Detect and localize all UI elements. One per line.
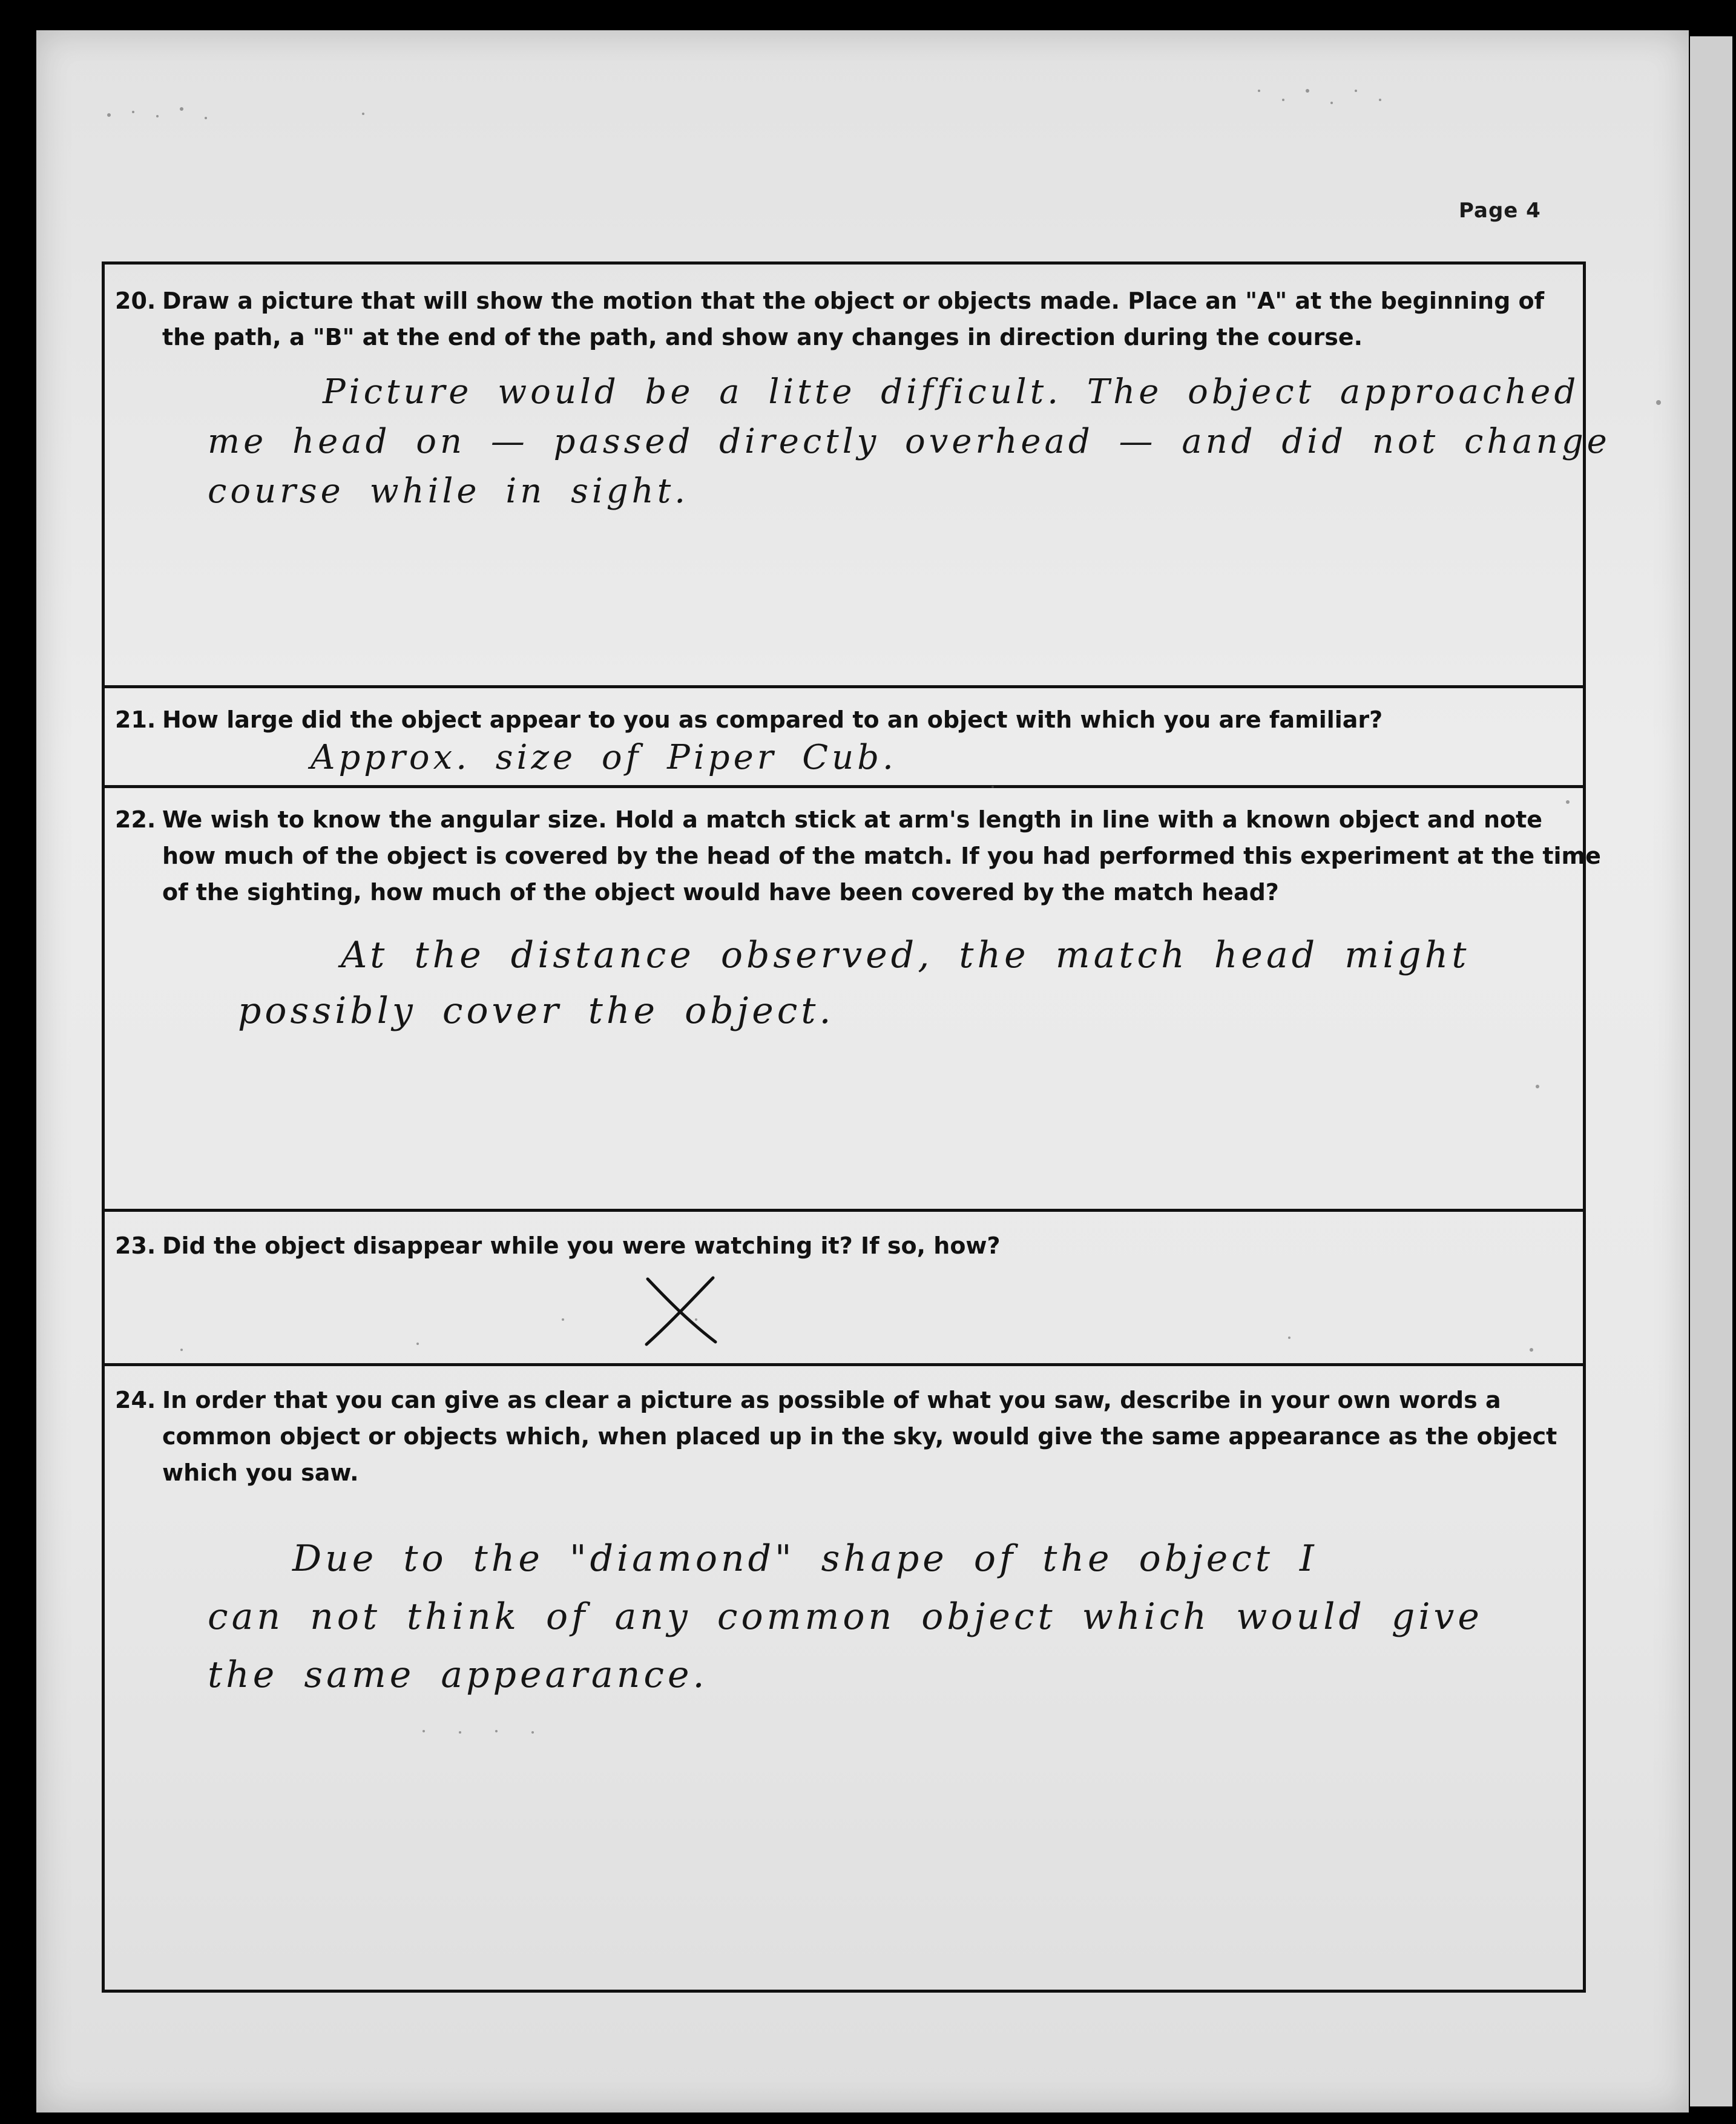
question-22-text xyxy=(115,801,1601,910)
answer-line: the same appearance. xyxy=(208,1654,708,1696)
question-number: 24. xyxy=(115,1387,156,1413)
question-line: how much of the object is covered by the head of the match. If you had performed this experiment at the time xyxy=(162,843,1601,869)
question-23-text xyxy=(115,1228,1540,1264)
question-23-section xyxy=(105,1212,1583,1366)
question-20-section xyxy=(105,265,1611,688)
question-22-section xyxy=(105,788,1601,1212)
answer-line: course while in sight. xyxy=(208,472,689,511)
question-line: common object or objects which, when placed up in the sky, would give the same appearance as the object xyxy=(162,1423,1557,1450)
answer-line: Approx. size of Piper Cub. xyxy=(311,738,897,777)
question-line: the path, a "B" at the end of the path, and show any changes in direction during the course. xyxy=(162,324,1363,350)
answer-20 xyxy=(208,367,1611,516)
question-21-section xyxy=(105,688,1583,788)
question-20-text xyxy=(115,283,1545,355)
paper-edge xyxy=(1690,36,1732,2106)
answer-line: possibly cover the object. xyxy=(238,990,835,1032)
question-number: 20. xyxy=(115,288,156,314)
question-number: 23. xyxy=(115,1232,156,1259)
question-number: 21. xyxy=(115,706,156,733)
questionnaire-form xyxy=(102,261,1611,1993)
question-line: We wish to know the angular size. Hold a match stick at arm's length in line with a known object and note xyxy=(162,806,1543,833)
page-number: Page 4 xyxy=(1459,199,1541,223)
answer-22 xyxy=(238,927,1470,1039)
answer-line: Due to the "diamond" shape of the object I xyxy=(292,1537,1318,1580)
answer-21 xyxy=(311,737,897,779)
question-24-text xyxy=(115,1382,1557,1491)
question-line: which you saw. xyxy=(162,1459,359,1486)
answer-line: can not think of any common object which would give xyxy=(208,1596,1483,1638)
question-21-text xyxy=(115,702,1540,738)
x-mark-icon xyxy=(642,1274,720,1347)
question-line: Did the object disappear while you were watching it? If so, how? xyxy=(162,1232,1001,1259)
question-line: of the sighting, how much of the object would have been covered by the match head? xyxy=(162,879,1279,906)
question-line: How large did the object appear to you as compared to an object with which you are familiar? xyxy=(162,706,1383,733)
answer-line: At the distance observed, the match head might xyxy=(341,934,1470,976)
question-number: 22. xyxy=(115,806,156,833)
answer-line: Picture would be a litte difficult. The object approached xyxy=(323,372,1580,412)
question-24-section xyxy=(105,1366,1583,1993)
answer-line: me head on — passed directly overhead — and did not change xyxy=(208,422,1611,461)
answer-24 xyxy=(208,1530,1483,1704)
question-line: Draw a picture that will show the motion that the object or objects made. Place an "A" at the beginning of xyxy=(162,288,1545,314)
question-line: In order that you can give as clear a picture as possible of what you saw, describe in your own words a xyxy=(162,1387,1501,1413)
